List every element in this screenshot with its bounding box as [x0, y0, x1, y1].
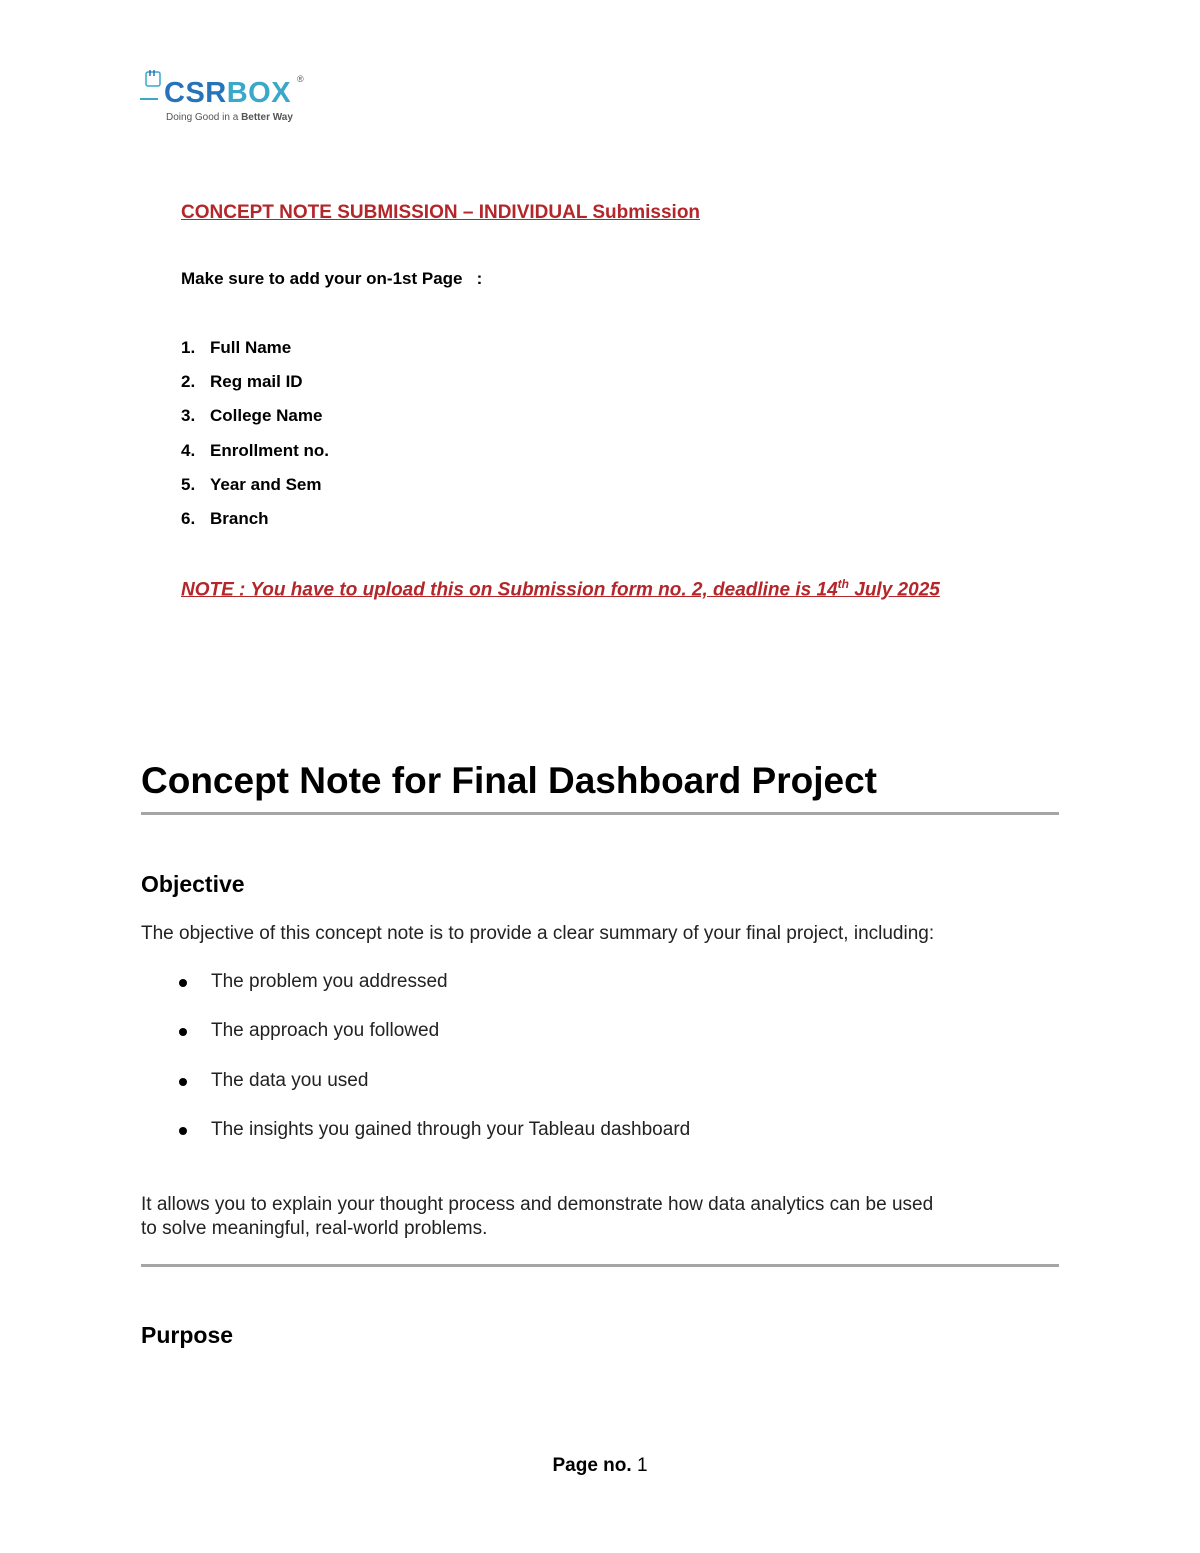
- bullet-text: The data you used: [211, 1069, 369, 1091]
- deadline-note-text: NOTE : You have to upload this on Submission form no. 2, deadline is 14: [181, 579, 838, 601]
- bullet-item: [177, 1069, 690, 1118]
- list-item-number: 4.: [181, 440, 196, 460]
- objective-points-list: [177, 970, 690, 1168]
- bullet-item: [177, 1118, 690, 1167]
- deadline-note-date: July 2025: [848, 579, 940, 601]
- bullet-icon: [179, 1127, 187, 1135]
- list-item-label: Enrollment no.: [210, 440, 329, 460]
- list-item-label: Full Name: [210, 338, 292, 357]
- bullet-text: The approach you followed: [211, 1020, 440, 1042]
- list-item-label: Year and Sem: [210, 474, 322, 494]
- logo-tagline-part1: Doing Good in a: [166, 112, 242, 123]
- list-item-number: 3.: [181, 406, 196, 426]
- bullet-text: The problem you addressed: [211, 971, 448, 992]
- bullet-item: [177, 1019, 690, 1068]
- page-number: 1: [636, 1455, 648, 1476]
- list-item: [181, 372, 329, 406]
- bullet-text: The insights you gained through your Tableau dashboard: [211, 1119, 691, 1141]
- logo-brand-part1: CSR: [164, 77, 227, 109]
- logo-wordmark: [164, 79, 291, 108]
- list-item-number: 5.: [181, 474, 196, 494]
- list-item-number: 2.: [181, 372, 196, 392]
- list-item: [181, 475, 329, 509]
- required-fields-list: [181, 338, 329, 543]
- bullet-icon: [179, 979, 187, 987]
- list-item-label: Branch: [210, 508, 269, 528]
- objective-heading: Objective: [141, 871, 245, 897]
- bullet-item: [177, 970, 690, 1019]
- list-item-label: College Name: [210, 406, 323, 426]
- objective-closing-line2: to solve meaningful, real-world problems.: [141, 1218, 488, 1239]
- list-item: [181, 338, 329, 372]
- section-divider: [141, 1264, 1059, 1267]
- deadline-note: [181, 577, 940, 601]
- csrbox-logo: [140, 68, 315, 128]
- logo-tagline: [166, 112, 293, 123]
- bullet-icon: [179, 1078, 187, 1086]
- list-item: [181, 441, 329, 475]
- page-number-label: Page no.: [552, 1455, 632, 1476]
- title-divider: [141, 812, 1059, 815]
- registered-mark: ®: [297, 74, 304, 84]
- list-item-number: 1.: [181, 338, 196, 357]
- list-item: [181, 406, 329, 440]
- list-item-number: 6.: [181, 508, 196, 528]
- objective-closing-line1: It allows you to explain your thought process and demonstrate how data analytics can be used: [141, 1194, 934, 1215]
- deadline-note-superscript: th: [837, 577, 849, 591]
- purpose-heading: Purpose: [141, 1322, 234, 1348]
- list-item: [181, 509, 329, 543]
- page-title: Concept Note for Final Dashboard Project: [141, 760, 877, 801]
- logo-tagline-part2: Better Way: [241, 112, 293, 123]
- page-footer: [0, 1455, 1200, 1477]
- submission-instruction: Make sure to add your on-1st Page :: [181, 269, 483, 288]
- logo-brand-part2: BOX: [226, 77, 292, 109]
- objective-intro: The objective of this concept note is to provide a clear summary of your final project, including:: [141, 923, 935, 944]
- list-item-label: Reg mail ID: [210, 372, 303, 392]
- submission-heading: CONCEPT NOTE SUBMISSION – INDIVIDUAL Submission: [181, 202, 701, 223]
- bullet-icon: [179, 1028, 187, 1036]
